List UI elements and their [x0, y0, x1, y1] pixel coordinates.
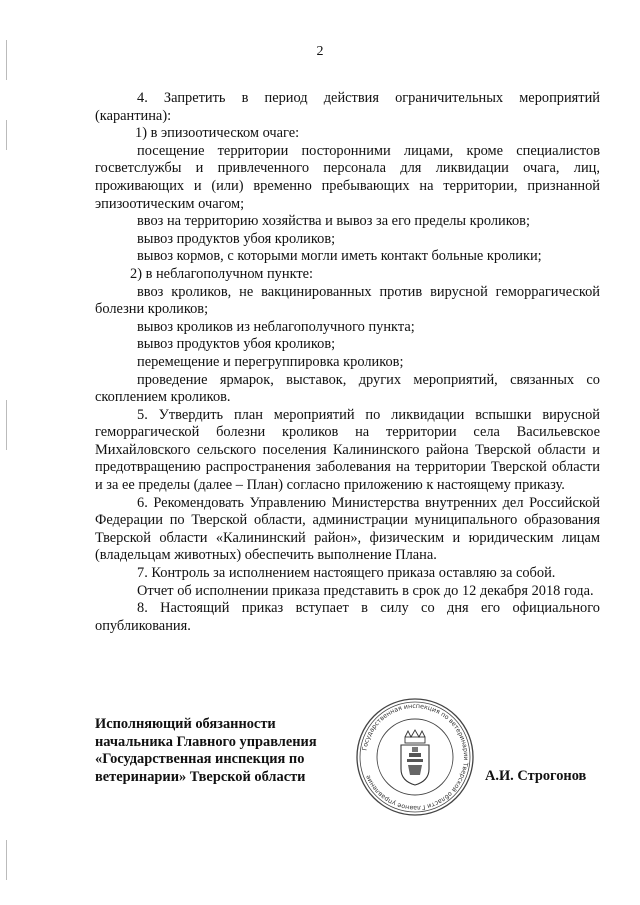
- signatory-title-line: Исполняющий обязанности: [95, 716, 276, 732]
- paragraph-report: Отчет об исполнении приказа представить в срок до 12 декабря 2018 года.: [137, 582, 594, 599]
- official-seal-stamp: [355, 697, 475, 817]
- paragraph-item-6: 6. Рекомендовать Управлению Министерства внутренних дел Российской Федерации по Тверской области, администрации муниципального образования Тверской области «Калининский район», физическим и юридическим лицам (владельцам животных) обеспечить выполнение Плана.: [95, 494, 600, 564]
- subitem-unfavorable-point: 2) в неблагополучном пункте:: [130, 265, 314, 282]
- scan-edge-mark: [6, 120, 7, 150]
- paragraph-import-export: ввоз на территорию хозяйства и вывоз за его пределы кроликов;: [137, 213, 530, 230]
- paragraph-feed-export: вывоз кормов, с которыми могли иметь контакт больные кролики;: [137, 248, 542, 265]
- signatory-title-line: начальника Главного управления: [95, 733, 317, 750]
- paragraph-rabbit-export: вывоз кроликов из неблагополучного пункта;: [137, 318, 415, 335]
- paragraph-item-8: 8. Настоящий приказ вступает в силу со дня его официального опубликования.: [95, 600, 600, 634]
- signer-name: А.И. Строгонов: [485, 768, 587, 784]
- page-number: 2: [316, 44, 324, 59]
- subitem-epizootic-focus: 1) в эпизоотическом очаге:: [135, 125, 300, 142]
- paragraph-item-5: 5. Утвердить план мероприятий по ликвидации вспышки вирусной геморрагической болезни кроликов на территории села Васильевское Михайловского сельского поселения Калининского района Тверской области и предотвращению распространения заболевания на территории Тверской области и за ее пределы (далее – План) согласно приложению к настоящему приказу.: [95, 406, 600, 494]
- signatory-title-line: ветеринарии» Тверской области: [95, 768, 306, 785]
- scan-edge-mark: [6, 840, 7, 880]
- paragraph-slaughter-products: вывоз продуктов убоя кроликов;: [137, 230, 336, 247]
- svg-text:Государственная инспекция по в: Государственная инспекция по ветеринарии Тверской области Главное управление: [361, 702, 470, 812]
- paragraph-item-4: 4. Запретить в период действия ограничительных мероприятий (карантина):: [95, 90, 600, 124]
- scan-edge-mark: [6, 400, 7, 450]
- paragraph-fairs: проведение ярмарок, выставок, других мероприятий, связанных со скоплением кроликов.: [95, 371, 600, 406]
- coat-of-arms-icon: [401, 730, 429, 785]
- paragraph-regrouping: перемещение и перегруппировка кроликов;: [137, 353, 404, 370]
- document-body: [95, 90, 600, 635]
- paragraph-visiting-ban: посещение территории посторонними лицами, кроме специалистов госветслужбы и привлеченного персонала для ликвидации очага, лиц, проживающих и (или) временно пребывающих на территории, признанной эпизоотическим очагом;: [95, 142, 600, 212]
- signatory-title: [95, 716, 335, 786]
- paragraph-item-7: 7. Контроль за исполнением настоящего приказа оставляю за собой.: [137, 565, 556, 582]
- paragraph-unvaccinated-import: ввоз кроликов, не вакцинированных против вирусной геморрагической болезни кроликов;: [95, 283, 600, 318]
- paragraph-slaughter-products-2: вывоз продуктов убоя кроликов;: [137, 336, 336, 353]
- signatory-title-line: «Государственная инспекция по: [95, 751, 305, 768]
